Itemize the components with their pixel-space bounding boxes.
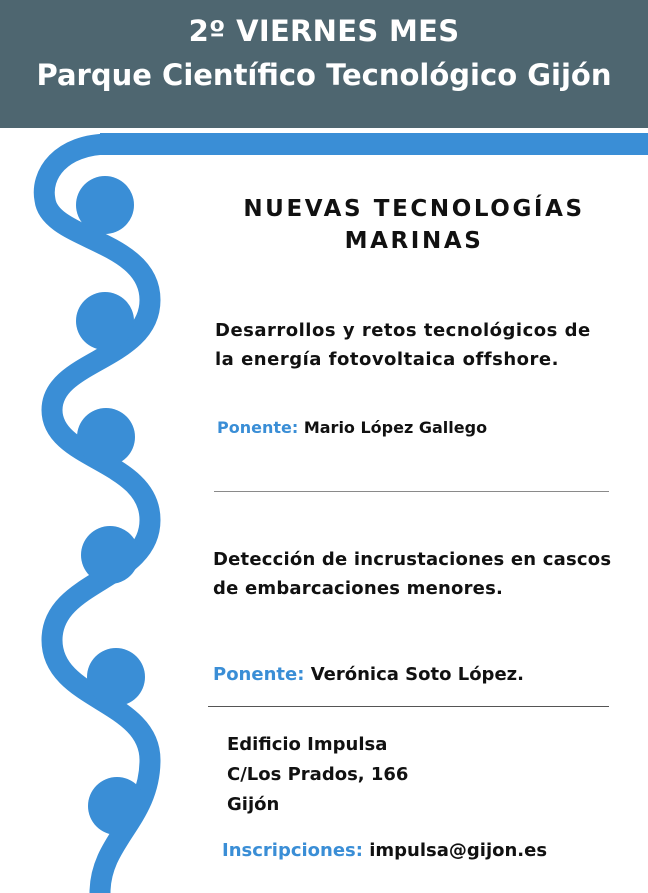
event-title-line2: MARINAS xyxy=(344,228,484,254)
event-schedule: 2º VIERNES MES xyxy=(188,14,460,48)
divider-1 xyxy=(214,491,609,492)
talk-2-speaker xyxy=(213,664,524,685)
speaker-name: Mario López Gallego xyxy=(303,418,488,437)
speaker-label: Ponente: xyxy=(213,664,305,685)
wave-dot-2 xyxy=(76,292,134,350)
registration-label: Inscripciones: xyxy=(222,840,363,861)
venue-address xyxy=(227,730,408,820)
talk-2-title-line2: de embarcaciones menores. xyxy=(213,578,504,599)
talk-1-title-line2: la energía fotovoltaica offshore. xyxy=(215,349,559,370)
event-venue-name: Parque Científico Tecnológico Gijón xyxy=(36,58,612,92)
registration-email[interactable]: impulsa@gijon.es xyxy=(369,840,548,861)
venue-city: Gijón xyxy=(227,794,280,815)
talk-1-title-line1: Desarrollos y retos tecnológicos de xyxy=(215,320,591,341)
top-accent-bar xyxy=(100,133,648,155)
speaker-label: Ponente: xyxy=(217,418,299,437)
venue-building: Edificio Impulsa xyxy=(227,734,388,755)
wave-dot-3 xyxy=(77,408,135,466)
talk-2-title-line1: Detección de incrustaciones en cascos xyxy=(213,549,612,570)
wave-ribbon xyxy=(44,144,150,893)
speaker-name: Verónica Soto López. xyxy=(310,664,524,685)
event-title xyxy=(222,193,606,257)
divider-2 xyxy=(208,706,609,707)
wave-dot-6 xyxy=(88,777,146,835)
event-title-line1: NUEVAS TECNOLOGÍAS xyxy=(243,196,585,222)
wave-dot-4 xyxy=(81,526,139,584)
wave-dot-1 xyxy=(76,176,134,234)
talk-1-speaker xyxy=(217,418,487,437)
talk-2-title xyxy=(213,545,633,603)
registration-info xyxy=(222,840,547,861)
talk-1-title xyxy=(215,316,625,374)
venue-street: C/Los Prados, 166 xyxy=(227,764,409,785)
wave-dot-5 xyxy=(87,648,145,706)
